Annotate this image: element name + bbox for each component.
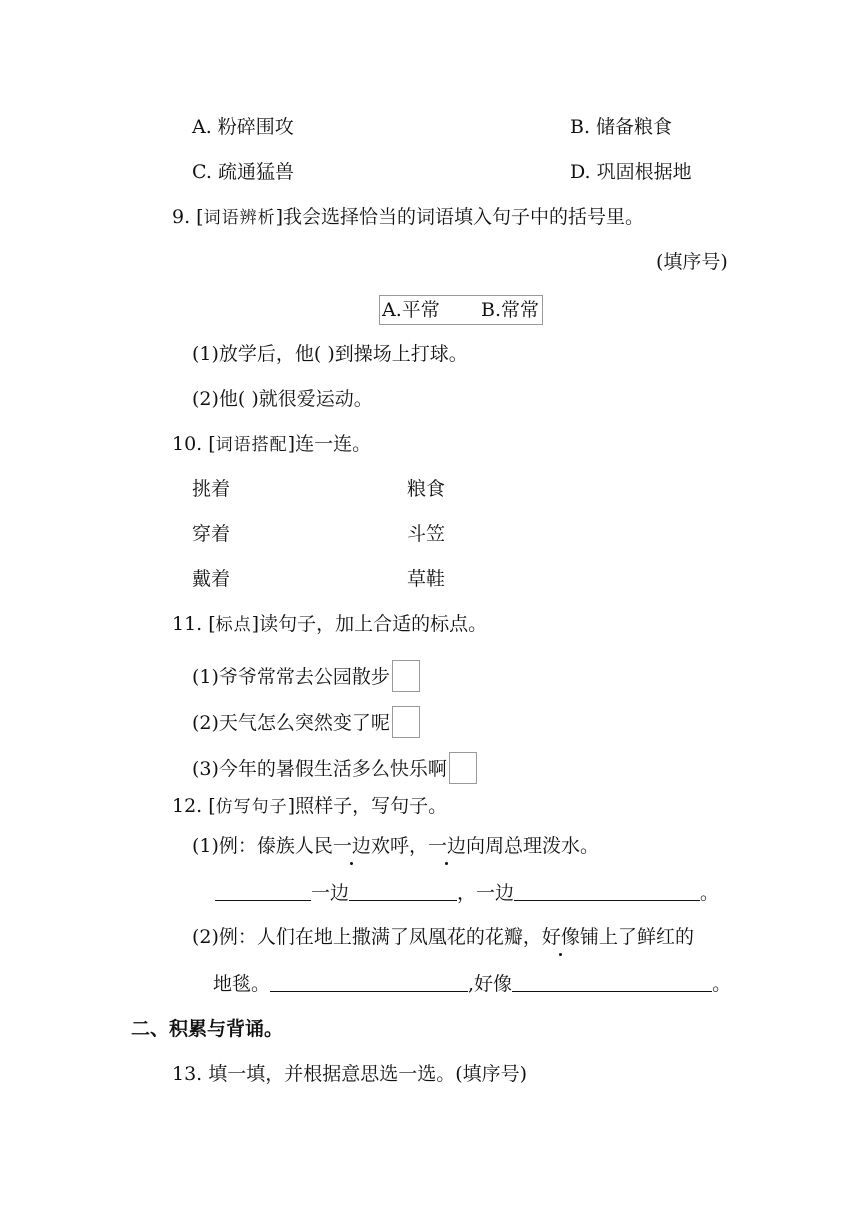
q12-fill-2: 地毯。 ,好像 。	[213, 973, 732, 995]
q10-left-item[interactable]: 挑着	[192, 478, 231, 500]
q8-option-b: B. 储备粮食	[570, 116, 673, 138]
q10-right-item[interactable]: 斗笠	[407, 523, 446, 545]
q9-option-box	[379, 295, 543, 325]
q10-number: 10. [	[172, 433, 216, 455]
q11-heading	[172, 611, 487, 638]
q9-note: (填序号)	[656, 251, 728, 273]
q10-instruction: ]连一连。	[287, 433, 372, 455]
q10-heading	[172, 431, 371, 458]
q11-sentence-3: (3)今年的暑假生活多么快乐啊	[192, 752, 477, 784]
punctuation-answer-box[interactable]	[392, 706, 420, 738]
q9-sentence-2: (2)他( )就很爱运动。	[192, 388, 373, 410]
q11-sentence-1: (1)爷爷常常去公园散步	[192, 660, 420, 692]
q12-example-2: (2)例：人们在地上撒满了凤凰花的花瓣，好像铺上了鲜红的	[192, 926, 694, 948]
q12-heading	[172, 793, 447, 820]
emphasis-word: 一边	[332, 835, 371, 857]
q9-number: 9. [	[172, 206, 204, 228]
q12-instruction: ]照样子，写句子。	[287, 795, 448, 817]
answer-blank[interactable]	[514, 880, 700, 901]
q10-right-item[interactable]: 粮食	[407, 478, 446, 500]
q11-instruction: ]读句子，加上合适的标点。	[251, 613, 488, 635]
q13-heading: 13. 填一填，并根据意思选一选。(填序号)	[172, 1063, 528, 1085]
q12-fill-1: 一边 ，一边 。	[215, 880, 719, 906]
q8-option-c: C. 疏通猛兽	[192, 161, 294, 183]
answer-blank[interactable]	[349, 880, 457, 901]
answer-blank[interactable]	[512, 971, 712, 992]
q9-heading	[172, 204, 644, 231]
q10-tag: 词语搭配	[215, 435, 288, 455]
q9-sentence-1: (1)放学后，他( )到操场上打球。	[192, 343, 468, 365]
q8-option-a: A. 粉碎围攻	[192, 116, 294, 138]
answer-blank[interactable]	[270, 971, 468, 992]
punctuation-answer-box[interactable]	[449, 752, 477, 784]
q11-sentence-2: (2)天气怎么突然变了呢	[192, 706, 420, 738]
q12-number: 12. [	[172, 795, 216, 817]
punctuation-answer-box[interactable]	[392, 660, 420, 692]
q11-number: 11. [	[172, 613, 216, 635]
q11-tag: 标点	[215, 615, 252, 635]
q10-right-item[interactable]: 草鞋	[407, 568, 446, 590]
q10-left-item[interactable]: 戴着	[192, 568, 231, 590]
answer-blank[interactable]	[215, 880, 311, 901]
q12-example-1: (1)例：傣族人民一边欢呼，一边向周总理泼水。	[192, 835, 599, 857]
q9-option-a: A.平常	[382, 299, 440, 321]
q8-option-d: D. 巩固根据地	[570, 161, 692, 183]
section-2-title: 二、积累与背诵。	[131, 1018, 284, 1040]
q9-option-b: B.常常	[481, 299, 540, 321]
q9-instruction: ]我会选择恰当的词语填入句子中的括号里。	[275, 206, 645, 228]
emphasis-word: 一边	[427, 835, 466, 857]
q12-tag: 仿写句子	[215, 797, 288, 817]
q10-left-item[interactable]: 穿着	[192, 523, 231, 545]
emphasis-word: 好像	[541, 926, 580, 948]
q9-tag: 词语辨析	[203, 208, 276, 228]
